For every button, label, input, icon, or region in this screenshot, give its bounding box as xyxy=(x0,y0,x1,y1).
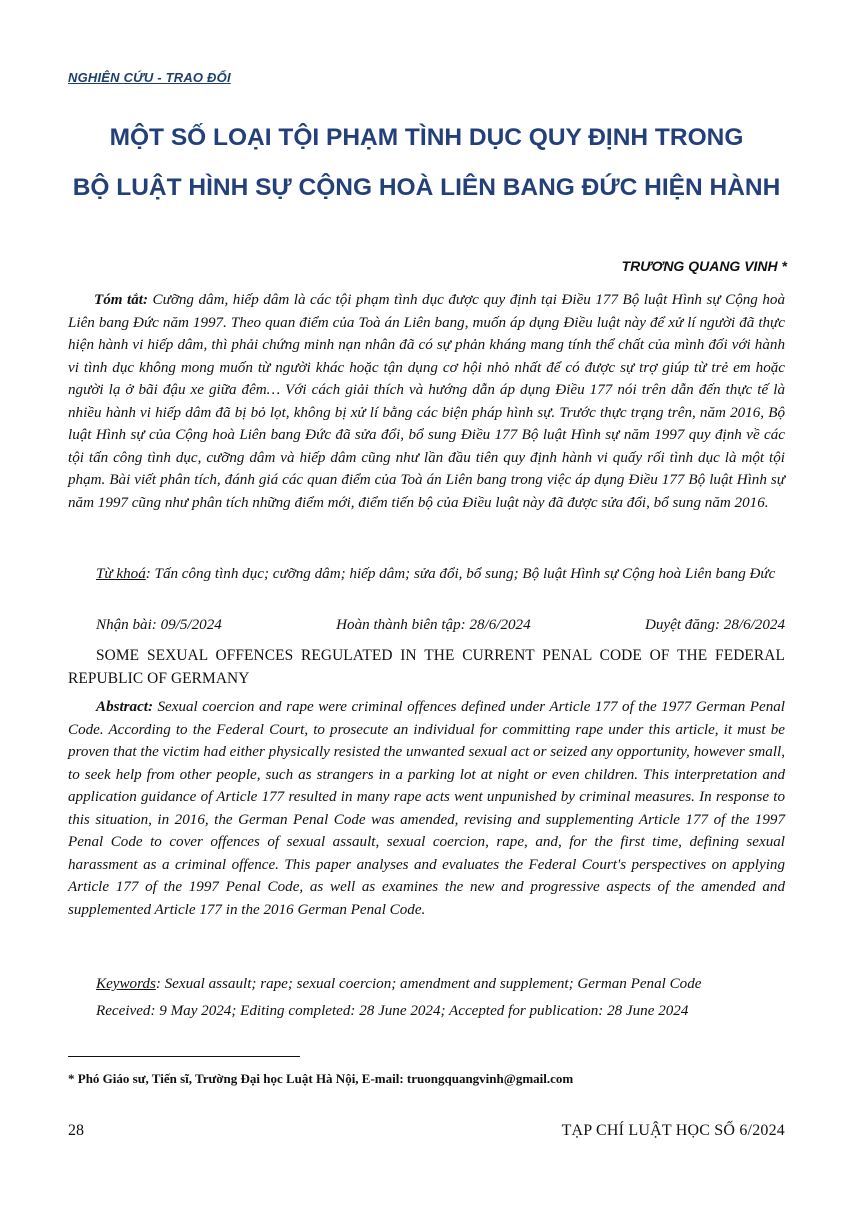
vietnamese-dates xyxy=(96,614,785,636)
english-keywords xyxy=(96,973,785,996)
editing-date: Hoàn thành biên tập: 28/6/2024 xyxy=(336,617,531,633)
english-keywords-label: Keywords xyxy=(96,976,156,992)
title-line-1: MỘT SỐ LOẠI TỘI PHẠM TÌNH DỤC QUY ĐỊNH TRONG xyxy=(109,124,744,151)
vietnamese-keywords xyxy=(68,563,785,586)
journal-name: TẠP CHÍ LUẬT HỌC SỐ 6/2024 xyxy=(561,1122,785,1139)
section-label: NGHIÊN CỨU - TRAO ĐỔI xyxy=(68,70,231,85)
english-dates: Received: 9 May 2024; Editing completed: 28 June 2024; Accepted for publication: 28 June 2024 xyxy=(96,1003,689,1019)
vietnamese-keywords-label: Từ khoá xyxy=(96,566,146,582)
received-date: Nhận bài: 09/5/2024 xyxy=(96,617,222,633)
vietnamese-abstract xyxy=(68,289,785,514)
english-abstract-text: Sexual coercion and rape were criminal offences defined under Article 177 of the 1977 German Penal Code. According to the Federal Court, to prosecute an individual for committing rape under this article, it must be proven that the victim had either physically resisted the unwanted sexual act or seized any opportunity, however small, to seek help from other people, such as strangers in a parking lot at night or even children. This interpretation and application guidance of Article 177 resulted in many rape acts went unpunished by criminal measures. In response to this situation, in 2016, the German Penal Code was amended, revising and supplementing Article 177 of the 1997 Penal Code to cover offences of sexual assault, sexual coercion, rape, and, for the first time, defining sexual harassment as a criminal offence. This paper analyses and evaluates the Federal Court's perspectives on applying Article 177 of the 1997 Penal Code, as well as examines the new and progressive aspects of the amended and supplemented Article 177 in the 2016 German Penal Code. xyxy=(68,699,785,918)
article-title xyxy=(50,113,803,213)
vietnamese-abstract-label: Tóm tắt: xyxy=(94,292,148,308)
english-abstract-label: Abstract: xyxy=(96,699,154,715)
vietnamese-abstract-text: Cưỡng dâm, hiếp dâm là các tội phạm tình dục được quy định tại Điều 177 Bộ luật Hình sự Cộng hoà Liên bang Đức năm 1997. Theo quan điểm của Toà án Liên bang, muốn áp dụng Điều luật này để xử lí người đã thực hiện hành vi hiếp dâm, thì phải chứng minh nạn nhân đã có sự phản kháng mang tính thể chất của mình đối với hành vi tình dục không mong muốn từ người khác hoặc tận dụng cơ hội nhỏ nhất để có được sự trợ giúp từ trẻ em hoặc người lạ ở bãi đậu xe giữa đêm… Với cách giải thích và hướng dẫn áp dụng Điều 177 nói trên dẫn đến thực tế là nhiều hành vi hiếp dâm đã bị bỏ lọt, không bị xử lí bằng các biện pháp hình sự. Trước thực trạng trên, năm 2016, Bộ luật Hình sự của Cộng hoà Liên bang Đức đã sửa đổi, bổ sung Điều 177 Bộ luật Hình sự năm 1997 quy định về các tội tấn công tình dục, cưỡng dâm và hiếp dâm cũng như lần đầu tiên quy định hành vi quấy rối tình dục là một tội phạm. Bài viết phân tích, đánh giá các quan điểm của Toà án Liên bang trong việc áp dụng Điều 177 Bộ luật Hình sự năm 1997 cũng như phân tích những điểm mới, điểm tiến bộ của Điều luật này đã được sửa đổi, bổ sung năm 2016. xyxy=(68,292,785,511)
author-name: TRƯƠNG QUANG VINH * xyxy=(621,258,787,274)
vietnamese-keywords-text: : Tấn công tình dục; cưỡng dâm; hiếp dâm; sửa đổi, bổ sung; Bộ luật Hình sự Cộng hoà Liên bang Đức xyxy=(145,566,776,582)
english-title: SOME SEXUAL OFFENCES REGULATED IN THE CURRENT PENAL CODE OF THE FEDERAL REPUBLIC OF GERMANY xyxy=(68,647,785,687)
accepted-date: Duyệt đăng: 28/6/2024 xyxy=(644,617,785,633)
author-footnote: * Phó Giáo sư, Tiến sĩ, Trường Đại học Luật Hà Nội, E-mail: truongquangvinh@gmail.com xyxy=(68,1071,574,1086)
english-abstract xyxy=(68,696,785,921)
footnote-divider xyxy=(68,1056,300,1057)
title-line-2: BỘ LUẬT HÌNH SỰ CỘNG HOÀ LIÊN BANG ĐỨC HIỆN HÀNH xyxy=(72,174,781,201)
page-number: 28 xyxy=(68,1122,84,1139)
english-keywords-text: : Sexual assault; rape; sexual coercion; amendment and supplement; German Penal Code xyxy=(155,976,702,992)
